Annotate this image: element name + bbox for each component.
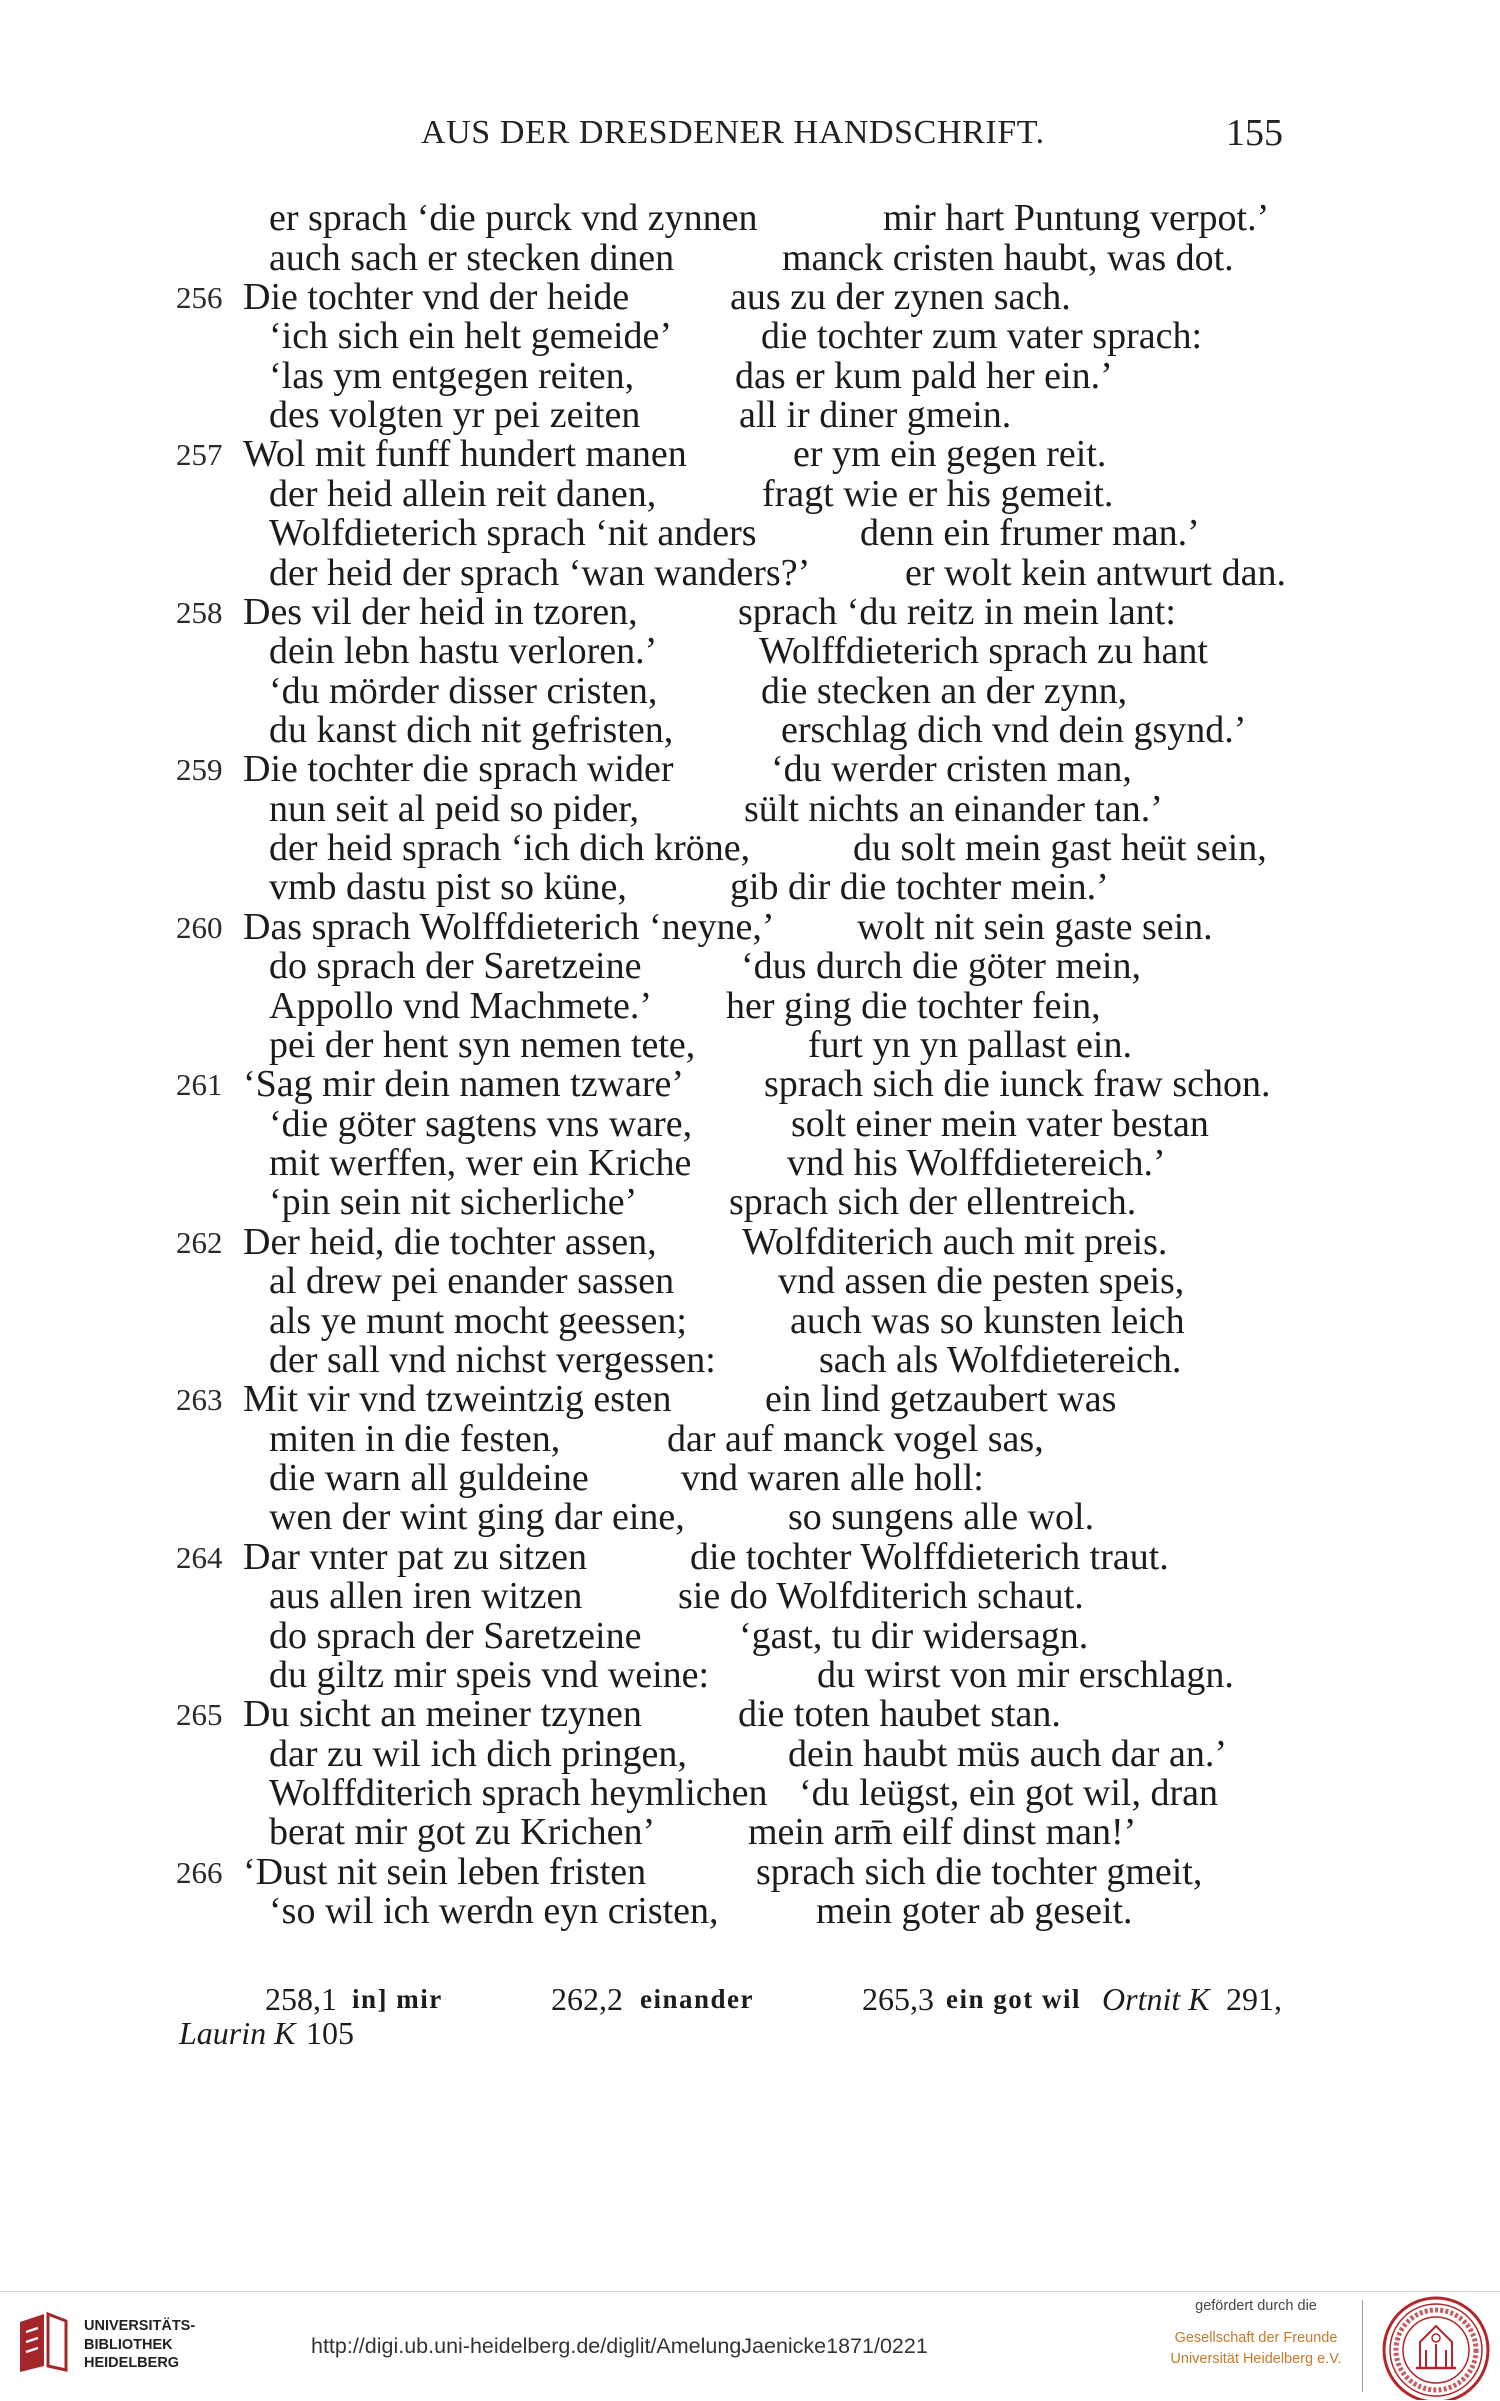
verse-second-half: die toten haubet stan. — [738, 1693, 1061, 1736]
verse-second-half: gib dir die tochter mein.’ — [730, 866, 1109, 909]
verse-line — [0, 750, 1500, 789]
verse-first-half: ‘Dust nit sein leben fristen — [243, 1850, 647, 1893]
sponsor-intro: gefördert durch die — [1195, 2298, 1317, 2314]
stanza-number: 257 — [176, 437, 223, 473]
verse-first-half: ‘die göter sagtens vns ware, — [269, 1102, 693, 1145]
verse-line — [0, 275, 1500, 318]
verse-line — [0, 1614, 1500, 1657]
verse-first-half: der heid sprach ‘ich dich kröne, — [269, 827, 751, 870]
verse-second-half: du wirst von mir erschlagn. — [817, 1653, 1234, 1696]
stanza-number: 266 — [176, 1854, 223, 1890]
stanza-number: 258 — [176, 594, 223, 630]
permalink-url: http://digi.ub.uni-heidelberg.de/diglit/AmelungJaenicke1871/0221 — [311, 2334, 928, 2358]
verse-second-half: her ging die tochter fein, — [726, 984, 1101, 1027]
verse-second-half: Wolffdieterich sprach zu hant — [759, 630, 1208, 673]
verse-first-half: Das sprach Wolffdieterich ‘neyne,’ — [243, 905, 775, 948]
verse-second-half: sült nichts an einander tan.’ — [744, 787, 1163, 830]
library-name-line: BIBLIOTHEK — [84, 2336, 173, 2353]
verse-second-half: vnd waren alle holl: — [681, 1457, 984, 1500]
verse-second-half: ‘dus durch die göter mein, — [741, 945, 1141, 988]
verse-second-half: er wolt kein antwurt dan. — [905, 551, 1286, 594]
footnote-ref: 265,3 — [862, 1981, 934, 2017]
verse-line — [0, 435, 1500, 474]
verse-line — [0, 708, 1500, 751]
verse-line — [0, 472, 1500, 515]
verse-first-half: mit werffen, wer ein Kriche — [269, 1142, 692, 1185]
footnote-line-1 — [0, 1981, 1500, 2017]
verse-first-half: Die tochter vnd der heide — [243, 275, 630, 318]
footnote-text: einander — [640, 1984, 755, 2014]
verse-line — [0, 787, 1500, 830]
digitization-footer — [0, 2291, 1500, 2401]
verse-first-half: al drew pei enander sassen — [269, 1260, 675, 1303]
verse-line — [0, 632, 1500, 671]
footnote-ref: 262,2 — [551, 1981, 623, 2017]
sponsor-name-line-1: Gesellschaft der Freunde — [1174, 2330, 1338, 2346]
library-name — [84, 2317, 195, 2373]
verse-first-half: auch sach er stecken dinen — [269, 236, 675, 279]
verse-second-half: er ym ein gegen reit. — [793, 433, 1107, 476]
verse-first-half: do sprach der Saretzeine — [269, 945, 642, 988]
verse-first-half: du kanst dich nit gefristen, — [269, 708, 674, 751]
footnote-text: in] mir — [352, 1984, 443, 2014]
verse-first-half: Dar vnter pat zu sitzen — [243, 1535, 587, 1578]
verse-first-half: als ye munt mocht geessen; — [269, 1299, 687, 1342]
verse-line — [0, 947, 1500, 986]
verse-line — [0, 1380, 1500, 1419]
verse-first-half: vmb dastu pist so küne, — [269, 866, 627, 909]
library-name-line: HEIDELBERG — [84, 2355, 180, 2371]
verse-line — [0, 1220, 1500, 1263]
verse-first-half: der heid der sprach ‘wan wanders?’ — [269, 551, 811, 594]
verse-line — [0, 868, 1500, 907]
verse-line — [0, 669, 1500, 712]
stanza-number: 265 — [176, 1697, 223, 1733]
verse-first-half: berat mir got zu Krichen’ — [269, 1811, 656, 1854]
sponsor-name-line-2: Universität Heidelberg e.V. — [1170, 2351, 1342, 2367]
verse-line — [0, 905, 1500, 948]
verse-line — [0, 1577, 1500, 1616]
verse-second-half: erschlag dich vnd dein gsynd.’ — [781, 708, 1247, 751]
verse-line — [0, 1892, 1500, 1931]
verse-line — [0, 984, 1500, 1027]
verse-first-half: Appollo vnd Machmete.’ — [269, 984, 653, 1027]
footer-divider — [1362, 2300, 1363, 2392]
footnote-ref: 258,1 — [265, 1981, 337, 2017]
verse-second-half: ‘du werder cristen man, — [771, 748, 1132, 791]
verse-first-half: ‘ich sich ein helt gemeide’ — [269, 315, 673, 358]
verse-second-half: sprach ‘du reitz in mein lant: — [738, 590, 1176, 633]
verse-line — [0, 1459, 1500, 1498]
verse-line — [0, 1299, 1500, 1342]
stanza-number: 259 — [176, 752, 223, 788]
verse-second-half: denn ein frumer man.’ — [860, 512, 1200, 555]
verse-first-half: dein lebn hastu verloren.’ — [269, 630, 658, 673]
verse-second-half: fragt wie er his gemeit. — [762, 472, 1114, 515]
verse-line — [0, 1732, 1500, 1775]
verse-line — [0, 1338, 1500, 1381]
library-name-line: UNIVERSITÄTS- — [84, 2318, 196, 2334]
verse-first-half: des volgten yr pei zeiten — [269, 394, 641, 437]
verse-first-half: pei der hent syn nemen tete, — [269, 1023, 696, 1066]
running-title: AUS DER DRESDENER HANDSCHRIFT. — [421, 114, 1045, 151]
footnote-source: Ortnit K — [1102, 1981, 1210, 2017]
verse-second-half: so sungens alle wol. — [788, 1496, 1095, 1539]
verse-second-half: die tochter Wolffdieterich traut. — [690, 1535, 1169, 1578]
verse-second-half: sprach sich die iunck fraw schon. — [764, 1063, 1271, 1106]
verse-first-half: ‘pin sein nit sicherliche’ — [269, 1181, 638, 1224]
verse-second-half: vnd his Wolffdietereich.’ — [787, 1142, 1166, 1185]
verse-first-half: nun seit al peid so pider, — [269, 787, 639, 830]
stanza-number: 262 — [176, 1224, 223, 1260]
verse-second-half: dar auf manck vogel sas, — [667, 1417, 1044, 1460]
verse-first-half: du giltz mir speis vnd weine: — [269, 1653, 710, 1696]
library-logo-icon — [14, 2310, 70, 2374]
stanza-number: 264 — [176, 1539, 223, 1575]
verse-line — [0, 1498, 1500, 1537]
verse-line — [0, 551, 1500, 594]
verse-line — [0, 1535, 1500, 1578]
footnote-source-page: 105 — [306, 2015, 354, 2051]
verse-line — [0, 1065, 1500, 1104]
verse-second-half: die stecken an der zynn, — [761, 669, 1128, 712]
verse-line — [0, 1144, 1500, 1183]
verse-second-half: mein goter ab geseit. — [816, 1890, 1133, 1933]
verse-second-half: wolt nit sein gaste sein. — [857, 905, 1213, 948]
verse-first-half: ‘so wil ich werdn eyn cristen, — [269, 1890, 719, 1933]
verse-second-half: Wolfditerich auch mit preis. — [742, 1220, 1168, 1263]
verse-line — [0, 590, 1500, 633]
verse-first-half: ‘du mörder disser cristen, — [269, 669, 658, 712]
verse-line — [0, 514, 1500, 553]
verse-first-half: Wol mit funff hundert manen — [243, 433, 687, 476]
stanza-number: 261 — [176, 1067, 223, 1103]
verse-second-half: dein haubt müs auch dar an.’ — [788, 1732, 1227, 1775]
verse-second-half: mein arm̄ eilf dinst man!’ — [748, 1811, 1137, 1854]
verse-first-half: Der heid, die tochter assen, — [243, 1220, 657, 1263]
verse-second-half: sach als Wolfdietereich. — [819, 1338, 1182, 1381]
verse-first-half: dar zu wil ich dich pringen, — [269, 1732, 687, 1775]
verse-line — [0, 1813, 1500, 1852]
verse-first-half: er sprach ‘die purck vnd zynnen — [269, 197, 758, 240]
verse-second-half: aus zu der zynen sach. — [730, 275, 1071, 318]
verse-second-half: sie do Wolfditerich schaut. — [678, 1575, 1084, 1618]
verse-line — [0, 1262, 1500, 1301]
verse-line — [0, 1653, 1500, 1696]
stanza-number: 256 — [176, 279, 223, 315]
verse-line — [0, 1771, 1500, 1814]
verse-second-half: vnd assen die pesten speis, — [778, 1260, 1185, 1303]
verse-second-half: all ir diner gmein. — [739, 394, 1012, 437]
verse-second-half: mir hart Puntung verpot.’ — [883, 197, 1270, 240]
verse-line — [0, 236, 1500, 279]
verse-line — [0, 1417, 1500, 1460]
verse-line — [0, 1183, 1500, 1222]
verse-second-half: du solt mein gast heüt sein, — [853, 827, 1267, 870]
verse-second-half: sprach sich die tochter gmeit, — [756, 1850, 1203, 1893]
verse-second-half: die tochter zum vater sprach: — [761, 315, 1203, 358]
verse-first-half: die warn all guldeine — [269, 1457, 589, 1500]
verse-second-half: sprach sich der ellentreich. — [729, 1181, 1137, 1224]
verse-first-half: aus allen iren witzen — [269, 1575, 583, 1618]
verse-line — [0, 354, 1500, 397]
verse-line — [0, 1102, 1500, 1145]
verse-second-half: das er kum pald her ein.’ — [735, 354, 1113, 397]
verse-second-half: solt einer mein vater bestan — [791, 1102, 1209, 1145]
verse-first-half: Die tochter die sprach wider — [243, 748, 674, 791]
verse-second-half: ein lind getzaubert was — [765, 1378, 1117, 1421]
verse-line — [0, 1023, 1500, 1066]
verse-second-half: ‘du leügst, ein got wil, dran — [799, 1771, 1218, 1814]
verse-second-half: auch was so kunsten leich — [790, 1299, 1185, 1342]
stanza-number: 260 — [176, 909, 223, 945]
verse-first-half: Des vil der heid in tzoren, — [243, 590, 638, 633]
verse-first-half: Du sicht an meiner tzynen — [243, 1693, 642, 1736]
verse-first-half: ‘las ym entgegen reiten, — [269, 354, 635, 397]
verse-line — [0, 1695, 1500, 1734]
page-number: 155 — [1226, 112, 1283, 154]
verse-first-half: ‘Sag mir dein namen tzware’ — [243, 1063, 685, 1106]
verse-second-half: ‘gast, tu dir widersagn. — [739, 1614, 1089, 1657]
stanza-number: 263 — [176, 1382, 223, 1418]
verse-line — [0, 829, 1500, 868]
verse-first-half: Wolffditerich sprach heymlichen — [269, 1771, 768, 1814]
verse-line — [0, 317, 1500, 356]
footnote-source-page: 291, — [1226, 1981, 1282, 2017]
verse-first-half: der sall vnd nichst vergessen: — [269, 1338, 716, 1381]
verse-second-half: furt yn yn pallast ein. — [808, 1023, 1132, 1066]
verse-first-half: do sprach der Saretzeine — [269, 1614, 642, 1657]
verse-first-half: der heid allein reit danen, — [269, 472, 657, 515]
university-seal-icon — [1376, 2294, 1496, 2400]
verse-block — [0, 199, 1500, 1934]
verse-first-half: wen der wint ging dar eine, — [269, 1496, 685, 1539]
verse-first-half: miten in die festen, — [269, 1417, 561, 1460]
footnote-source: Laurin K — [179, 2015, 296, 2051]
sponsor-credit — [1140, 2296, 1372, 2370]
verse-first-half: Wolfdieterich sprach ‘nit anders — [269, 512, 757, 555]
verse-line — [0, 199, 1500, 238]
verse-line — [0, 1850, 1500, 1893]
verse-first-half: Mit vir vnd tzweintzig esten — [243, 1378, 672, 1421]
footnote-text: ein got wil — [946, 1984, 1081, 2014]
verse-second-half: manck cristen haubt, was dot. — [782, 236, 1234, 279]
footnote-line-2 — [0, 2015, 1500, 2051]
verse-line — [0, 396, 1500, 435]
